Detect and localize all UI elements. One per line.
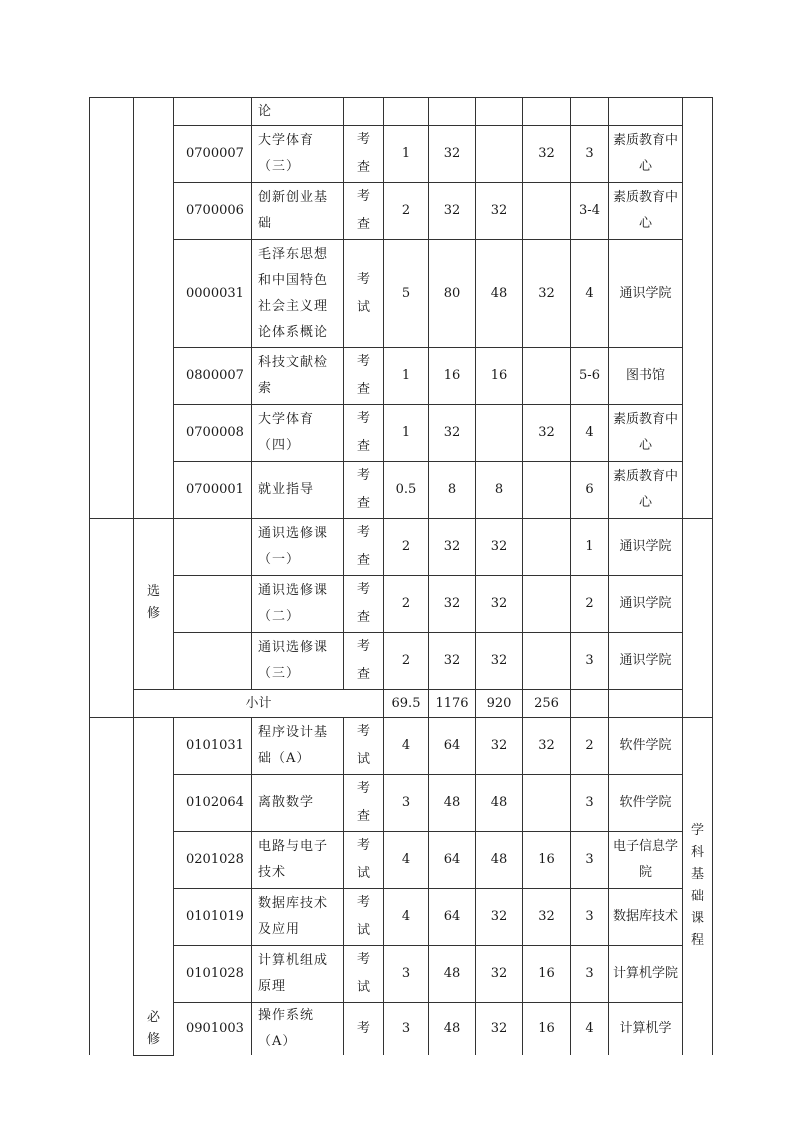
table-row (90, 889, 713, 946)
lecture-hours: 32 (476, 1003, 523, 1056)
practice-hours: 32 (523, 405, 571, 462)
credits: 2 (384, 633, 429, 690)
exam-type: 考试 (356, 838, 370, 881)
table-row (90, 98, 713, 126)
course-code (174, 633, 252, 690)
credits: 3 (384, 1003, 429, 1056)
table-row (90, 775, 713, 832)
course-name: 创新创业基础 (252, 183, 344, 240)
department: 计算机学院 (609, 946, 683, 1003)
credits: 4 (384, 718, 429, 775)
remarks-cell-top (683, 98, 713, 519)
course-code: 0101028 (174, 946, 252, 1003)
total-hours: 48 (429, 946, 476, 1003)
category-label-cell (683, 718, 713, 1056)
practice-hours (523, 519, 571, 576)
total-hours: 80 (429, 240, 476, 348)
required-type-cell (134, 718, 174, 1056)
semester: 5-6 (571, 348, 609, 405)
exam-type: 考查 (356, 639, 370, 682)
department: 通识学院 (609, 576, 683, 633)
course-code (174, 519, 252, 576)
practice-hours: 32 (523, 126, 571, 183)
total-hours: 32 (429, 126, 476, 183)
exam-type: 考试 (356, 271, 370, 315)
course-code: 0700008 (174, 405, 252, 462)
required-label: 必修 (146, 1009, 160, 1047)
subtotal-practice: 256 (523, 690, 571, 718)
total-hours: 32 (429, 576, 476, 633)
lecture-hours (476, 98, 523, 126)
subtotal-credits: 69.5 (384, 690, 429, 718)
department: 素质教育中心 (609, 126, 683, 183)
department: 通识学院 (609, 519, 683, 576)
course-name: 数据库技术及应用 (252, 889, 344, 946)
course-name: 科技文献检索 (252, 348, 344, 405)
department: 图书馆 (609, 348, 683, 405)
exam-type: 考试 (356, 895, 370, 938)
practice-hours (523, 462, 571, 519)
table-row (90, 1003, 713, 1056)
semester (571, 98, 609, 126)
course-name: 毛泽东思想和中国特色社会主义理论体系概论 (252, 240, 344, 348)
total-hours: 32 (429, 519, 476, 576)
table-row (90, 405, 713, 462)
exam-type: 考查 (356, 354, 370, 397)
department: 软件学院 (609, 775, 683, 832)
course-name: 操作系统（A） (252, 1003, 344, 1056)
total-hours: 8 (429, 462, 476, 519)
exam-type (344, 98, 384, 126)
department: 素质教育中心 (609, 405, 683, 462)
category-cell-elective (90, 519, 134, 718)
course-code: 0700007 (174, 126, 252, 183)
course-code (174, 576, 252, 633)
credits: 1 (384, 348, 429, 405)
total-hours: 48 (429, 775, 476, 832)
semester: 4 (571, 1003, 609, 1056)
category-cell-bottom (90, 718, 134, 1056)
table-row (90, 633, 713, 690)
total-hours: 64 (429, 889, 476, 946)
table-row (90, 348, 713, 405)
course-code: 0901003 (174, 1003, 252, 1056)
department: 计算机学 (609, 1003, 683, 1056)
total-hours: 32 (429, 633, 476, 690)
subtotal-label: 小计 (134, 690, 384, 718)
practice-hours (523, 775, 571, 832)
remarks-cell-elective (683, 519, 713, 718)
practice-hours (523, 576, 571, 633)
exam-type: 考查 (356, 468, 370, 511)
table-row (90, 576, 713, 633)
semester: 6 (571, 462, 609, 519)
course-code: 0201028 (174, 832, 252, 889)
lecture-hours: 8 (476, 462, 523, 519)
semester: 3 (571, 889, 609, 946)
lecture-hours: 32 (476, 576, 523, 633)
course-name: 离散数学 (252, 775, 344, 832)
semester: 3 (571, 633, 609, 690)
semester: 3 (571, 775, 609, 832)
total-hours: 64 (429, 718, 476, 775)
total-hours: 16 (429, 348, 476, 405)
semester: 3 (571, 832, 609, 889)
department: 通识学院 (609, 633, 683, 690)
course-name: 通识选修课（二） (252, 576, 344, 633)
elective-label: 选修 (146, 584, 160, 621)
table-row (90, 718, 713, 775)
category-label: 学科基础课程 (690, 822, 704, 948)
credits: 2 (384, 183, 429, 240)
practice-hours (523, 98, 571, 126)
lecture-hours: 32 (476, 633, 523, 690)
lecture-hours: 32 (476, 718, 523, 775)
practice-hours (523, 633, 571, 690)
department: 电子信息学院 (609, 832, 683, 889)
lecture-hours (476, 126, 523, 183)
total-hours (429, 98, 476, 126)
course-name: 大学体育（三） (252, 126, 344, 183)
lecture-hours: 32 (476, 889, 523, 946)
lecture-hours (476, 405, 523, 462)
exam-type: 考试 (356, 952, 370, 995)
course-code: 0000031 (174, 240, 252, 348)
exam-type: 考查 (356, 582, 370, 625)
credits: 4 (384, 832, 429, 889)
type-cell-top (134, 98, 174, 519)
practice-hours: 16 (523, 946, 571, 1003)
table-row (90, 946, 713, 1003)
curriculum-table (89, 97, 713, 1056)
exam-type: 考试 (356, 724, 370, 767)
table-row (90, 462, 713, 519)
course-code: 0102064 (174, 775, 252, 832)
table-row (90, 183, 713, 240)
course-name: 通识选修课（一） (252, 519, 344, 576)
subtotal-semester (571, 690, 609, 718)
course-name: 计算机组成原理 (252, 946, 344, 1003)
table-row (90, 240, 713, 348)
department: 素质教育中心 (609, 183, 683, 240)
course-name: 论 (252, 98, 344, 126)
course-name: 就业指导 (252, 462, 344, 519)
credits: 0.5 (384, 462, 429, 519)
course-code: 0700001 (174, 462, 252, 519)
table-row (90, 832, 713, 889)
lecture-hours: 32 (476, 519, 523, 576)
course-name: 大学体育（四） (252, 405, 344, 462)
exam-type: 考查 (356, 411, 370, 454)
course-code (174, 98, 252, 126)
credits: 3 (384, 775, 429, 832)
department: 通识学院 (609, 240, 683, 348)
subtotal-hours: 1176 (429, 690, 476, 718)
practice-hours: 16 (523, 832, 571, 889)
semester: 4 (571, 240, 609, 348)
department: 软件学院 (609, 718, 683, 775)
credits: 4 (384, 889, 429, 946)
practice-hours: 32 (523, 889, 571, 946)
lecture-hours: 48 (476, 775, 523, 832)
table-row (90, 519, 713, 576)
exam-type: 考 (344, 1003, 384, 1056)
exam-type: 考查 (356, 525, 370, 568)
department: 数据库技术 (609, 889, 683, 946)
credits: 3 (384, 946, 429, 1003)
credits: 5 (384, 240, 429, 348)
practice-hours (523, 183, 571, 240)
lecture-hours: 48 (476, 240, 523, 348)
total-hours: 64 (429, 832, 476, 889)
credits: 1 (384, 126, 429, 183)
course-code: 0101031 (174, 718, 252, 775)
department (609, 98, 683, 126)
semester: 3 (571, 946, 609, 1003)
semester: 3-4 (571, 183, 609, 240)
semester: 2 (571, 576, 609, 633)
course-code: 0101019 (174, 889, 252, 946)
total-hours: 32 (429, 405, 476, 462)
credits (384, 98, 429, 126)
semester: 4 (571, 405, 609, 462)
exam-type: 考查 (356, 132, 370, 175)
credits: 2 (384, 576, 429, 633)
department: 素质教育中心 (609, 462, 683, 519)
practice-hours: 16 (523, 1003, 571, 1056)
lecture-hours: 32 (476, 183, 523, 240)
exam-type: 考查 (356, 189, 370, 232)
credits: 2 (384, 519, 429, 576)
course-name: 电路与电子技术 (252, 832, 344, 889)
total-hours: 32 (429, 183, 476, 240)
elective-type-cell (134, 519, 174, 690)
subtotal-lecture: 920 (476, 690, 523, 718)
course-name: 程序设计基础（A） (252, 718, 344, 775)
credits: 1 (384, 405, 429, 462)
semester: 2 (571, 718, 609, 775)
lecture-hours: 32 (476, 946, 523, 1003)
total-hours: 48 (429, 1003, 476, 1056)
subtotal-dept (609, 690, 683, 718)
category-cell-top (90, 98, 134, 519)
semester: 3 (571, 126, 609, 183)
practice-hours: 32 (523, 240, 571, 348)
semester: 1 (571, 519, 609, 576)
lecture-hours: 16 (476, 348, 523, 405)
course-code: 0800007 (174, 348, 252, 405)
lecture-hours: 48 (476, 832, 523, 889)
table-row (90, 126, 713, 183)
subtotal-row (90, 690, 713, 718)
practice-hours (523, 348, 571, 405)
practice-hours: 32 (523, 718, 571, 775)
exam-type: 考查 (356, 781, 370, 824)
course-name: 通识选修课（三） (252, 633, 344, 690)
course-code: 0700006 (174, 183, 252, 240)
